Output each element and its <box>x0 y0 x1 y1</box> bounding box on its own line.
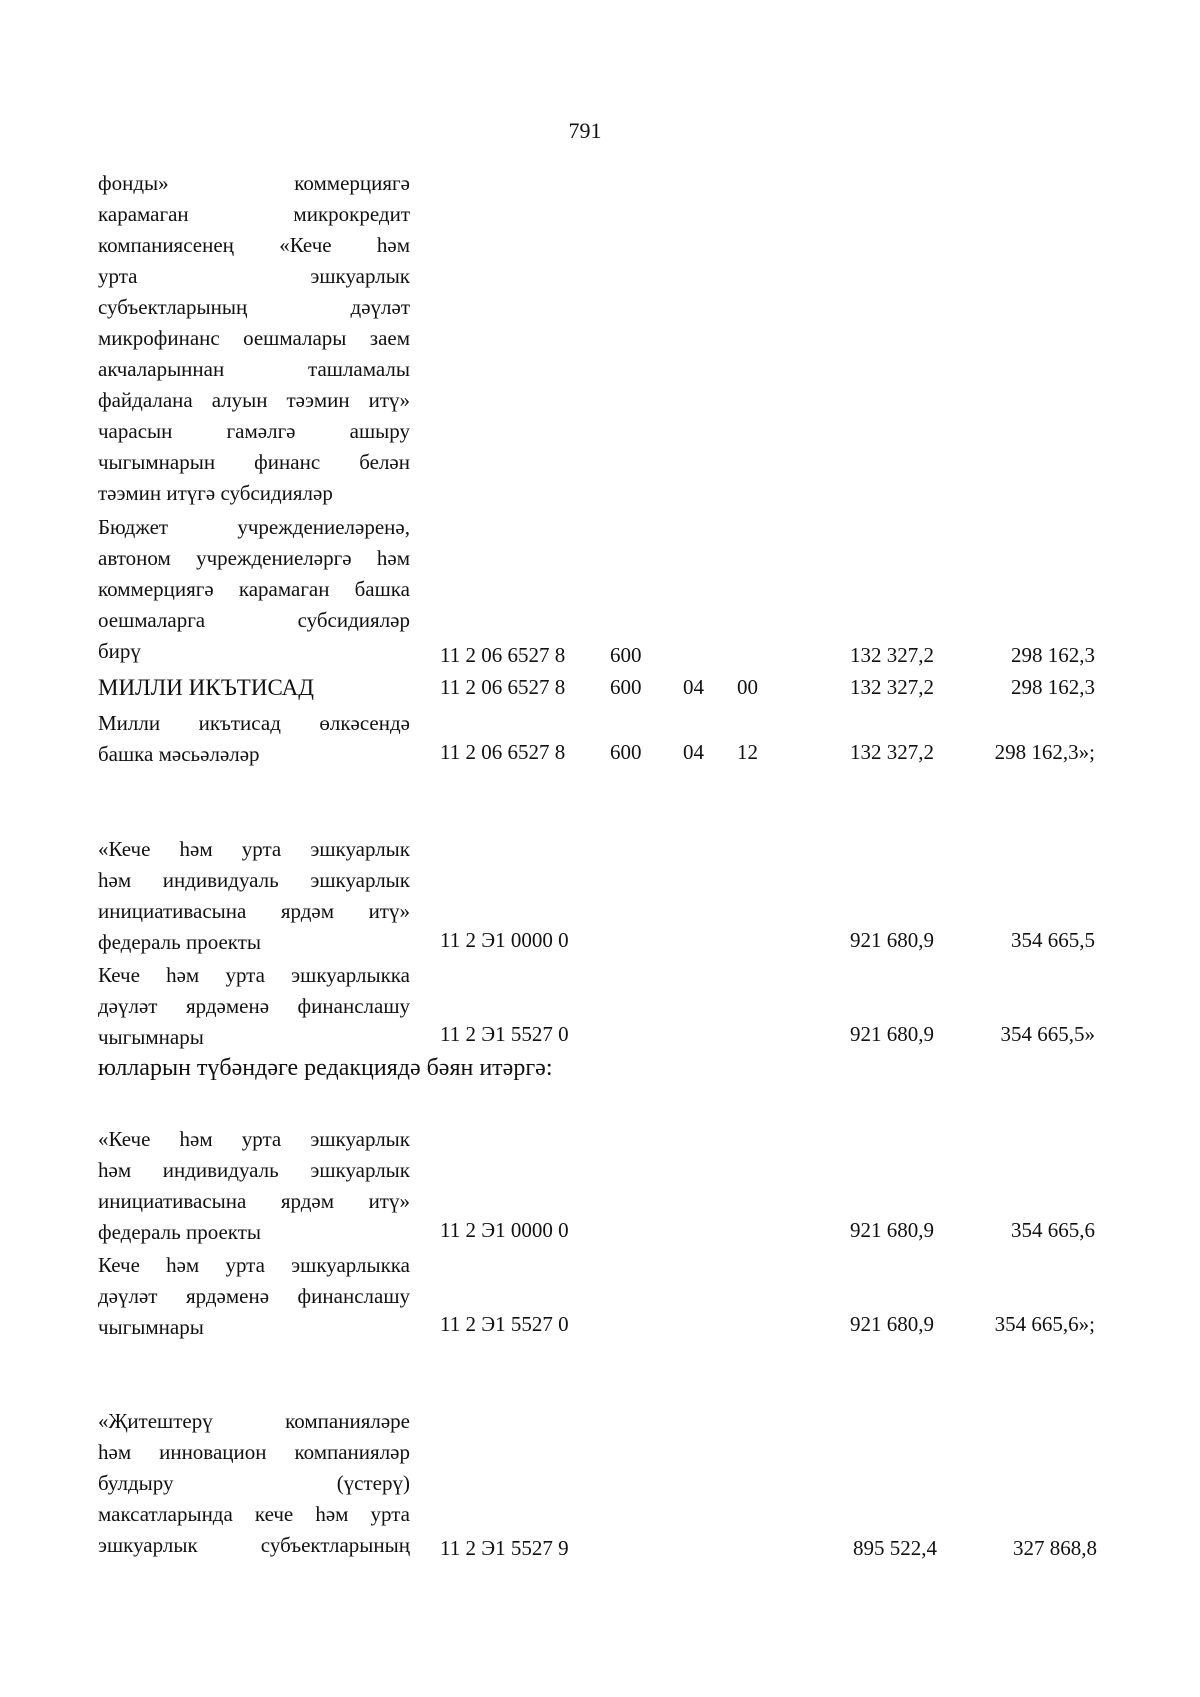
amount-1: 921 680,9 <box>850 1022 934 1046</box>
page-number: 791 <box>568 118 602 143</box>
amount-1: 132 327,2 <box>850 675 934 699</box>
desc-line: чыгымнары <box>98 1315 204 1339</box>
desc-line: фонды» коммерциягә <box>98 171 410 195</box>
continued-description <box>98 168 410 509</box>
desc-line: «Кече һәм урта эшкуарлык <box>98 837 410 861</box>
desc-line: тәэмин итүгә субсидияләр <box>98 481 333 505</box>
amount-2: 298 162,3 <box>1011 675 1095 699</box>
desc-line: «Җитештерү компанияләре <box>98 1409 410 1433</box>
instruction-text: юлларын түбәндәге редакциядә бәян итәргә: <box>98 1055 553 1081</box>
section-code: 04 <box>683 675 704 699</box>
subsection-code: 00 <box>737 675 758 699</box>
desc-line: федераль проекты <box>98 930 261 954</box>
desc-line: коммерциягә карамаган башка <box>98 577 410 601</box>
desc-line: «Кече һәм урта эшкуарлык <box>98 1127 410 1151</box>
amount-1: 921 680,9 <box>850 1218 934 1242</box>
desc-line: инициативасына ярдәм итү» <box>98 1189 410 1213</box>
table-row <box>98 1250 410 1343</box>
desc-line: дәүләт ярдәменә финанслашу <box>98 994 410 1018</box>
amount-2: 298 162,3»; <box>994 740 1095 764</box>
desc-line: һәм инновацион компанияләр <box>98 1440 410 1464</box>
desc-line: эшкуарлык субъектларының <box>98 1533 410 1557</box>
desc-line: МИЛЛИ ИКЪТИСАД <box>98 675 314 700</box>
desc-line: чарасын гамәлгә ашыру <box>98 419 410 443</box>
target-code: 11 2 06 6527 8 <box>440 643 566 667</box>
desc-line: һәм индивидуаль эшкуарлык <box>98 1158 410 1182</box>
target-code: 11 2 Э1 5527 9 <box>440 1536 569 1560</box>
target-code: 11 2 Э1 0000 0 <box>440 1218 569 1242</box>
table-row <box>98 1124 410 1248</box>
desc-line: дәүләт ярдәменә финанслашу <box>98 1284 410 1308</box>
amount-2: 354 665,6»; <box>994 1312 1095 1336</box>
table-row <box>98 1406 410 1561</box>
amount-2: 354 665,5 <box>1011 928 1095 952</box>
desc-line: чыгымнары <box>98 1025 204 1049</box>
target-code: 11 2 Э1 0000 0 <box>440 928 569 952</box>
amount-2: 354 665,5» <box>1000 1022 1095 1046</box>
desc-line: файдалана алуын тәэмин итү» <box>98 388 410 412</box>
amount-2: 298 162,3 <box>1011 643 1095 667</box>
desc-line: бирү <box>98 639 141 663</box>
amount-1: 921 680,9 <box>850 928 934 952</box>
desc-line: һәм индивидуаль эшкуарлык <box>98 868 410 892</box>
desc-line: чыгымнарын финанс белән <box>98 450 410 474</box>
desc-line: карамаган микрокредит <box>98 202 410 226</box>
table-row <box>98 672 410 703</box>
subsection-code: 12 <box>737 740 758 764</box>
amount-1: 895 522,4 <box>853 1536 937 1560</box>
target-code: 11 2 Э1 5527 0 <box>440 1312 569 1336</box>
desc-line: Милли икътисад өлкәсендә <box>98 711 410 735</box>
desc-line: компаниясенең «Кече һәм <box>98 233 410 257</box>
table-row <box>98 708 410 770</box>
desc-line: инициативасына ярдәм итү» <box>98 899 410 923</box>
desc-line: федераль проекты <box>98 1220 261 1244</box>
expense-type: 600 <box>610 643 642 667</box>
desc-line: субъектларының дәүләт <box>98 295 410 319</box>
desc-line: урта эшкуарлык <box>98 264 410 288</box>
desc-line: автоном учреждениеләргә һәм <box>98 546 410 570</box>
amount-1: 132 327,2 <box>850 643 934 667</box>
expense-type: 600 <box>610 740 642 764</box>
amount-1: 132 327,2 <box>850 740 934 764</box>
amount-2: 354 665,6 <box>1011 1218 1095 1242</box>
table-row <box>98 512 410 667</box>
desc-line: акчаларыннан ташламалы <box>98 357 410 381</box>
section-code: 04 <box>683 740 704 764</box>
desc-line: микрофинанс оешмалары заем <box>98 326 410 350</box>
table-row <box>98 834 410 958</box>
expense-type: 600 <box>610 675 642 699</box>
desc-line: булдыру (үстерү) <box>98 1471 410 1495</box>
table-row <box>98 960 410 1053</box>
target-code: 11 2 06 6527 8 <box>440 740 566 764</box>
desc-line: максатларында кече һәм урта <box>98 1502 410 1526</box>
amount-1: 921 680,9 <box>850 1312 934 1336</box>
desc-line: Кече һәм урта эшкуарлыкка <box>98 963 410 987</box>
desc-line: Кече һәм урта эшкуарлыкка <box>98 1253 410 1277</box>
target-code: 11 2 06 6527 8 <box>440 675 566 699</box>
target-code: 11 2 Э1 5527 0 <box>440 1022 569 1046</box>
desc-line: оешмаларга субсидияләр <box>98 608 410 632</box>
amount-2: 327 868,8 <box>1013 1536 1097 1560</box>
desc-line: башка мәсьәләләр <box>98 742 260 766</box>
desc-line: Бюджет учреждениеләренә, <box>98 515 410 539</box>
